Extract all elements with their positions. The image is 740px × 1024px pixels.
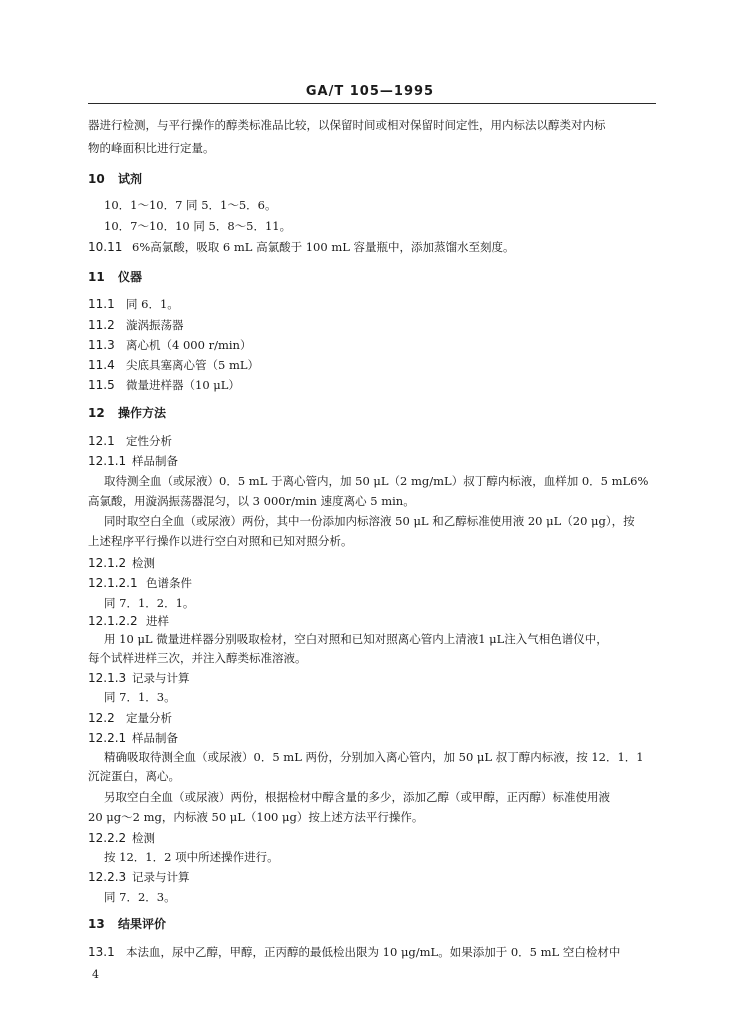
clause-12-1-3-body: 同 7．1．3。: [104, 690, 176, 704]
clause-number: 12.1.3: [88, 671, 127, 685]
clause-12-2-2-body: 按 12．1．2 项中所述操作进行。: [104, 850, 279, 864]
clause-12-1-2-2-line-1: 用 10 μL 微量进样器分别吸取检材，空白对照和已知对照离心管内上清液1 μL注入气相色谱仪中，: [104, 632, 608, 646]
clause-text: 微量进样器（10 μL）: [126, 378, 240, 392]
clause-text: 离心机（4 000 r/min）: [126, 338, 252, 352]
clause-number: 12.2.2: [88, 831, 127, 845]
clause-text: 色谱条件: [146, 576, 192, 590]
clause-text: 检测: [132, 556, 155, 570]
standard-code-header: GA/T 105—1995: [305, 84, 435, 99]
clause-12-1-1-para-2-line-1: 同时取空白全血（或尿液）两份，其中一份添加内标溶液 50 μL 和乙醇标准使用液 20 μL（20 μg），按: [104, 514, 635, 528]
clause-number: 11.4: [88, 358, 115, 372]
clause-text: 记录与计算: [132, 870, 190, 884]
section-10-line-1: 10．1～10．7 同 5．1～5．6。: [104, 198, 277, 212]
clause-12-2-3: [88, 870, 190, 884]
clause-text: 检测: [132, 831, 155, 845]
clause-number: 11.1: [88, 297, 115, 311]
clause-number: 11.3: [88, 338, 115, 352]
clause-12-1-2-1-body: 同 7．1．2．1。: [104, 596, 195, 610]
clause-12-2: [88, 711, 172, 725]
section-12-heading: [88, 406, 166, 420]
clause-13-1: [88, 945, 620, 959]
clause-number: 12.2.1: [88, 731, 127, 745]
section-number: 10: [88, 172, 105, 186]
section-number: 11: [88, 270, 105, 284]
clause-text: 定性分析: [126, 434, 172, 448]
clause-11-4: [88, 358, 259, 372]
clause-12-2-1-para-2-line-1: 另取空白全血（或尿液）两份，根据检材中醇含量的多少，添加乙醇（或甲醇，正丙醇）标准使用液: [104, 790, 610, 804]
clause-number: 12.1.2.2: [88, 614, 138, 628]
clause-text: 定量分析: [126, 711, 172, 725]
clause-number: 12.1.1: [88, 454, 127, 468]
clause-11-5: [88, 378, 240, 392]
clause-text: 记录与计算: [132, 671, 190, 685]
clause-text: 漩涡振荡器: [126, 318, 184, 332]
clause-text: 本法血，尿中乙醇，甲醇，正丙醇的最低检出限为 10 μg/mL。如果添加于 0．5 mL 空白检材中: [126, 945, 621, 959]
clause-12-1-2-1: [88, 576, 192, 590]
section-title: 操作方法: [118, 406, 167, 420]
section-number: 12: [88, 406, 105, 420]
section-title: 结果评价: [118, 917, 167, 931]
clause-12-2-1: [88, 731, 178, 745]
clause-12-1-2-2: [88, 614, 169, 628]
clause-number: 10.11: [88, 240, 123, 254]
clause-12-1-1-para-1-line-2: 高氯酸，用漩涡振荡器混匀，以 3 000r/min 速度离心 5 min。: [88, 494, 415, 508]
section-number: 13: [88, 917, 105, 931]
page-number: 4: [92, 968, 99, 981]
header-rule: [88, 103, 656, 104]
clause-text: 进样: [146, 614, 169, 628]
clause-11-3: [88, 338, 251, 352]
clause-text: 6%高氯酸，吸取 6 mL 高氯酸于 100 mL 容量瓶中，添加蒸馏水至刻度。: [132, 240, 515, 254]
clause-12-1-1-para-1-line-1: 取待测全血（或尿液）0．5 mL 于离心管内，加 50 μL（2 mg/mL）叔丁醇内标液，血样加 0．5 mL6%: [104, 474, 649, 488]
section-title: 仪器: [118, 270, 143, 284]
clause-12-1-3: [88, 671, 190, 685]
intro-paragraph-line-1: 器进行检测，与平行操作的醇类标准品比较，以保留时间或相对保留时间定性，用内标法以醇类对内标: [88, 118, 606, 132]
intro-paragraph-line-2: 物的峰面积比进行定量。: [88, 141, 215, 155]
section-10-line-2: 10．7～10．10 同 5．8～5．11。: [104, 219, 292, 233]
clause-number: 11.5: [88, 378, 115, 392]
clause-12-2-1-para-2-line-2: 20 μg～2 mg，内标液 50 μL（100 μg）按上述方法平行操作。: [88, 810, 424, 824]
clause-text: 样品制备: [132, 454, 178, 468]
clause-number: 12.1.2: [88, 556, 127, 570]
clause-12-1: [88, 434, 172, 448]
clause-10-11: [88, 240, 515, 254]
section-13-heading: [88, 917, 166, 931]
clause-number: 12.1: [88, 434, 115, 448]
clause-number: 12.2: [88, 711, 115, 725]
section-10-heading: [88, 172, 142, 186]
clause-number: 12.2.3: [88, 870, 127, 884]
clause-text: 同 6．1。: [126, 297, 179, 311]
clause-12-1-1-para-2-line-2: 上述程序平行操作以进行空白对照和已知对照分析。: [88, 534, 353, 548]
clause-12-2-1-para-1-line-2: 沉淀蛋白，离心。: [88, 769, 180, 783]
clause-number: 13.1: [88, 945, 115, 959]
clause-11-2: [88, 318, 184, 332]
section-11-heading: [88, 270, 142, 284]
clause-12-1-2: [88, 556, 155, 570]
clause-12-2-2: [88, 831, 155, 845]
clause-text: 样品制备: [132, 731, 178, 745]
clause-12-2-1-para-1-line-1: 精确吸取待测全血（或尿液）0．5 mL 两份，分别加入离心管内，加 50 μL 叔丁醇内标液，按 12．1．1: [104, 750, 644, 764]
clause-12-2-3-body: 同 7．2．3。: [104, 890, 176, 904]
clause-12-1-1: [88, 454, 178, 468]
clause-12-1-2-2-line-2: 每个试样进样三次，并注入醇类标准溶液。: [88, 651, 307, 665]
section-title: 试剂: [118, 172, 143, 186]
clause-number: 12.1.2.1: [88, 576, 138, 590]
clause-text: 尖底具塞离心管（5 mL）: [126, 358, 260, 372]
clause-number: 11.2: [88, 318, 115, 332]
clause-11-1: [88, 297, 179, 311]
